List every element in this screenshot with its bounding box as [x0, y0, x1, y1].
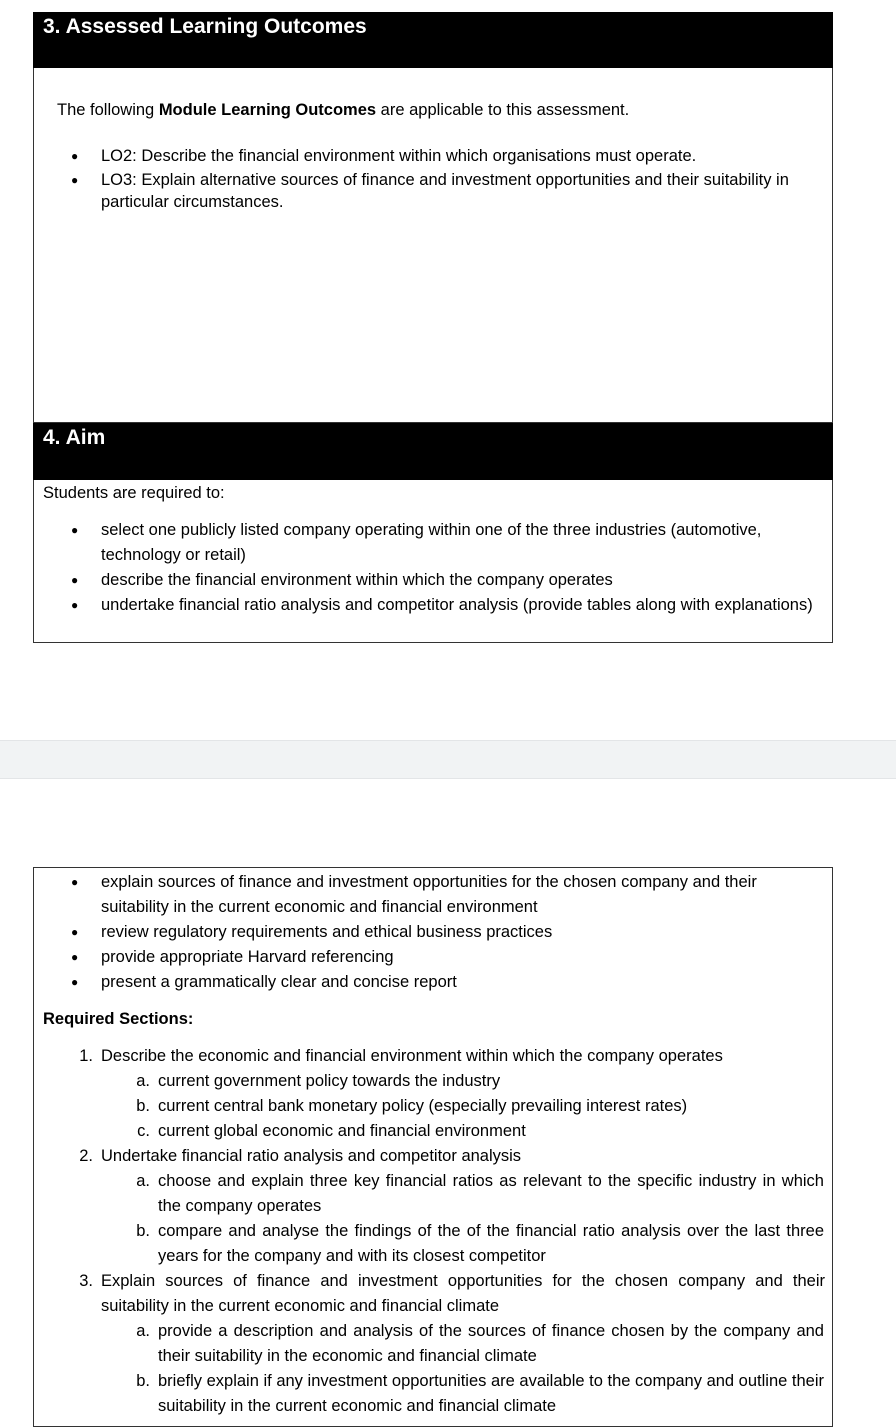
- aim-bullet-text: select one publicly listed company operating within one of the three industries (automotive, technology or retail): [101, 521, 762, 564]
- section-item: [79, 1269, 825, 1319]
- outcome-item: [101, 169, 823, 213]
- subsection-marker: b.: [136, 1372, 150, 1390]
- subsection-text: briefly explain if any investment opportunities are available to the company and outline their suitability in the current economic and financial climate: [158, 1372, 824, 1415]
- aim-bullet: [101, 920, 825, 945]
- section3-heading-text: 3. Assessed Learning Outcomes: [43, 15, 367, 38]
- subsection-marker: a.: [136, 1322, 150, 1340]
- section4-heading: [33, 423, 833, 480]
- intro-bold: Module Learning Outcomes: [158, 101, 377, 119]
- section-text: Explain sources of finance and investment opportunities for the chosen company and their suitability in the current economic and financial climate: [101, 1272, 825, 1315]
- section-text: Undertake financial ratio analysis and competitor analysis: [101, 1147, 522, 1165]
- subsection-marker: a.: [136, 1172, 150, 1190]
- aim-bullet-text: provide appropriate Harvard referencing: [101, 948, 394, 966]
- subsection-text: current central bank monetary policy (especially prevailing interest rates): [158, 1097, 688, 1115]
- section-marker: 3.: [79, 1272, 93, 1290]
- aim-bullet: [101, 593, 825, 618]
- aim-bullet-text: present a grammatically clear and concise report: [101, 973, 457, 991]
- outcome-text: LO3: Explain alternative sources of finance and investment opportunities and their suitability in particular circumstances.: [101, 171, 789, 211]
- section4-heading-text: 4. Aim: [43, 426, 106, 449]
- section3-heading: [33, 12, 833, 68]
- aim-bullet: [101, 970, 825, 995]
- required-sections-heading: [43, 1007, 193, 1032]
- subsection-marker: c.: [137, 1122, 150, 1140]
- subsection-item: [136, 1369, 824, 1419]
- subsection-marker: a.: [136, 1072, 150, 1090]
- outcome-text: LO2: Describe the financial environment within which organisations must operate.: [101, 147, 697, 165]
- intro-post: are applicable to this assessment.: [376, 101, 630, 119]
- aim-bullet-text: describe the financial environment within which the company operates: [101, 571, 613, 589]
- aim-bullet-text: undertake financial ratio analysis and competitor analysis (provide tables along with explanations): [101, 596, 813, 614]
- subsection-item: [136, 1219, 824, 1269]
- aim-intro: [43, 481, 225, 506]
- subsection-text: provide a description and analysis of the sources of finance chosen by the company and their suitability in the economic and financial climate: [158, 1322, 824, 1365]
- aim-intro-text: Students are required to:: [43, 484, 225, 502]
- subsection-text: current global economic and financial environment: [158, 1122, 526, 1140]
- subsection-text: choose and explain three key financial ratios as relevant to the specific industry in which the company operates: [158, 1172, 824, 1215]
- subsection-item: [136, 1094, 824, 1119]
- intro-pre: The following: [57, 101, 159, 119]
- aim-bullet-text: explain sources of finance and investment opportunities for the chosen company and their suitability in the current economic and financial environment: [101, 873, 757, 916]
- subsection-marker: b.: [136, 1097, 150, 1115]
- aim-bullet: [101, 945, 825, 970]
- subsection-marker: b.: [136, 1222, 150, 1240]
- section3-intro: [57, 98, 629, 123]
- section-item: [79, 1144, 825, 1169]
- subsection-item: [136, 1319, 824, 1369]
- section-text: Describe the economic and financial environment within which the company operates: [101, 1047, 723, 1065]
- aim-bullet: [101, 518, 825, 568]
- aim-bullet: [101, 870, 825, 920]
- subsection-text: current government policy towards the industry: [158, 1072, 501, 1090]
- subsection-text: compare and analyse the findings of the of the financial ratio analysis over the last three years for the company and with its closest competitor: [158, 1222, 824, 1265]
- section-item: [79, 1044, 825, 1069]
- section-marker: 2.: [79, 1147, 93, 1165]
- subsection-item: [137, 1119, 824, 1144]
- subsection-item: [136, 1069, 824, 1094]
- section-marker: 1.: [79, 1047, 93, 1065]
- page-break: [0, 740, 896, 779]
- subsection-item: [136, 1169, 824, 1219]
- outcome-item: [101, 144, 823, 169]
- aim-bullet-text: review regulatory requirements and ethical business practices: [101, 923, 553, 941]
- required-heading-text: Required Sections:: [43, 1010, 194, 1028]
- aim-bullet: [101, 568, 825, 593]
